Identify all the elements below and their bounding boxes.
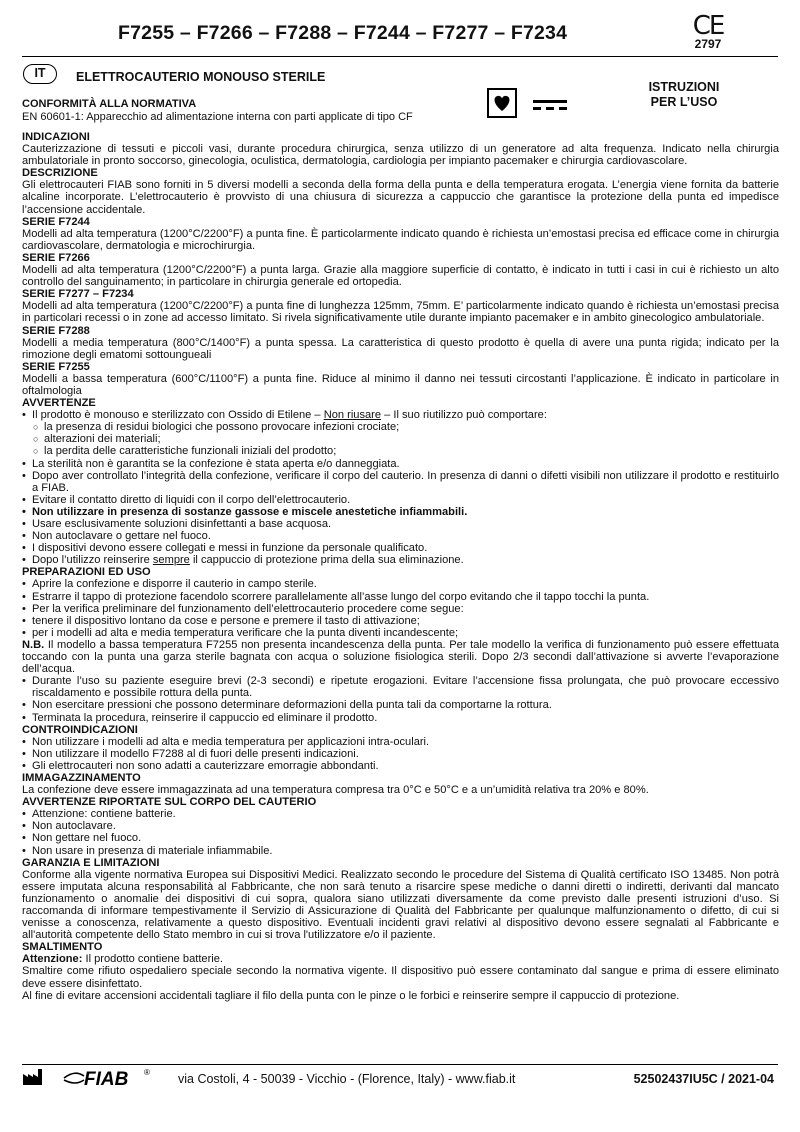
list-item: • Estrarre il tappo di protezione facendolo scorrere parallelamente all’asse lungo del corpo evitando che il tappo tocchi la punta. <box>22 591 779 603</box>
manufacturer-address: via Costoli, 4 - 50039 - Vicchio - (Florence, Italy) - www.fiab.it <box>178 1072 516 1086</box>
f7244-text: Modelli ad alta temperatura (1200°C/2200°F) a punta fine. È particolarmente indicato quando è richiesta un’emostasi precisa ed efficace come in chirurgia cardiovascolare, dermatologia e microchirurgia. <box>22 227 779 252</box>
list-item: • per i modelli ad alta e media temperatura verificare che la punta diventi incandescente; <box>22 627 779 639</box>
logo-text: FIAB <box>84 1069 129 1090</box>
list-item: • La sterilità non è garantita se la confezione è stata aperta e/o danneggiata. <box>22 458 779 470</box>
manufacturer-icon <box>22 1068 44 1086</box>
sempre-text: sempre <box>152 554 190 567</box>
non-riusare-text: Non riusare <box>323 409 382 422</box>
section-title-f7255: SERIE F7255 <box>22 360 90 373</box>
list-item: • Attenzione: contiene batterie. <box>22 808 779 820</box>
descrizione-text: Gli elettrocauteri FIAB sono forniti in 5 diversi modelli a seconda della forma della punta e della temperatura erogata. L’energia viene fornita da batterie alcaline incorporate. L’elettrocauterio è provvisto di una chiusura di sicurezza a cappuccio che garantisce la protezione della punta ed impedisce l’accensione accidentale. <box>22 179 779 216</box>
list-item: • Non usare in presenza di materiale infiammabile. <box>22 845 779 857</box>
document-title: F7255 – F7266 – F7288 – F7244 – F7277 – F7234 <box>118 22 568 44</box>
garanzia-text: Conforme alla vigente normativa Europea sui Dispositivi Medici. Realizzato secondo le procedure del Sistema di Qualità certificato ISO 13485. Non potrà essere imputata alcuna responsabilità al Fabbricante, che non sarà tenuto a risarcire spese mediche o danni diretti o indiretti, derivanti dal mancato funzionamento o anomalie dei dispositivi di cui sopra, qualora siano utilizzati diversamente da come previsto dalle presenti istruzioni d’uso. Si raccomanda di informare tempestivamente il Servizio di Assicurazione di Qualità del Fabbricante per qualunque malfunzionamento o difetto, di cui si venisse a conoscenza, relativamente a questo dispositivo. Eventuali incidenti gravi relativi al dispositivo devono essere segnalati al Fabbricante e all'autorità competente dello Stato membro in cui si trova l'utilizzatore e/o il paziente. <box>22 868 779 942</box>
f7266-text: Modelli ad alta temperatura (1200°C/2200°F) a punta larga. Grazie alla maggiore superficie di contatto, è indicato in tutti i casi in cui è richiesto un alto controllo del sanguinamento; in particolare in chirurgia generale ed ortopedia. <box>22 264 779 289</box>
section-title-immagazzinamento: IMMAGAZZINAMENTO <box>22 771 141 784</box>
indicazioni-text: Cauterizzazione di tessuti e piccoli vasi, durante procedura chirurgica, senza utilizzo di un generatore ad alta frequenza. Indicato nella chirurgia ambulatoriale in pronto soccorso, ginecologia, oculistica, dermatologia, cardiologia per impianto pacemaker e chirurgia cardiovascolare. <box>22 143 779 168</box>
section-title-f7244: SERIE F7244 <box>22 215 90 228</box>
section-title-avvertenze-corpo: AVVERTENZE RIPORTATE SUL CORPO DEL CAUTERIO <box>22 796 317 809</box>
header-rule <box>22 56 778 57</box>
list-item: • Dopo aver controllato l’integrità della confezione, verificare il corpo del cauterio. In presenza di danni o difetti visibili non utilizzare il prodotto e restituirlo a FIAB. <box>22 470 779 494</box>
f7255-text: Modelli a bassa temperatura (600°C/1100°F) a punta fine. Riduce al minimo il danno nei tessuti circostanti l’applicazione. È indicato in particolare in oftalmologia <box>22 372 779 397</box>
nota-bene: N.B. Il modello a bassa temperatura F7255 non presenta incandescenza della punta. Per tale modello la verifica di funzionamento può essere effettuata toccando con la punta una garza sterile bagnata con acqua o soluzione fisiologica sterili. Dopo 2/3 secondi dall’attivazione si avverte l’evaporazione dell’acqua. <box>22 638 779 676</box>
fiab-logo <box>62 1066 182 1090</box>
f7277-text: Modelli ad alta temperatura (1200°C/2200°F) a punta fine di lunghezza 125mm, 75mm. E’ particolarmente indicato quando è richiesta un’emostasi precisa in particolari recessi o in zone ad accesso limitato. Si rivela significativamente utile durante impianto pacemaker e in ambito ginecologico ambulatoriale. <box>22 300 779 325</box>
section-title-f7266: SERIE F7266 <box>22 251 90 264</box>
smaltimento-text: Smaltire come rifiuto ospedaliero speciale secondo la normativa vigente. Il dispositivo può essere contaminato dal sangue e prima di essere eliminato deve essere disinfettato. <box>22 965 779 990</box>
list-item: • Durante l’uso su paziente eseguire brevi (2-3 secondi) e ripetute erogazioni. Evitare l’accensione fissa prolungata, che può provocare eccessivo riscaldamento e possibile rottura della punta. <box>22 675 779 699</box>
document-body <box>22 131 779 1002</box>
list-item: • Dopo l’utilizzo reinserire sempre il cappuccio di protezione prima della sua eliminazione. <box>22 554 779 566</box>
sub-list-item: ○ la perdita delle caratteristiche funzionali iniziali del prodotto; <box>22 445 779 457</box>
list-item: • Non autoclavare. <box>22 820 779 832</box>
direct-current-icon <box>533 98 567 112</box>
section-title-controindicazioni: CONTROINDICAZIONI <box>22 723 138 736</box>
footer-rule <box>22 1064 778 1065</box>
immagazzinamento-text: La confezione deve essere immagazzinata ad una temperatura compresa tra 0°C e 50°C e a un’umidità relativa tra 20% e 80%. <box>22 784 649 797</box>
list-item: • Non utilizzare il modello F7288 al di fuori delle presenti indicazioni. <box>22 748 779 760</box>
section-title-indicazioni: INDICAZIONI <box>22 131 90 143</box>
product-name: ELETTROCAUTERIO MONOUSO STERILE <box>76 70 326 84</box>
section-title-garanzia: GARANZIA E LIMITAZIONI <box>22 856 160 869</box>
f7288-text: Modelli a media temperatura (800°C/1400°F) a punta spessa. La caratteristica di questo prodotto è quella di avere una punta rigida; indicato per la rimozione degli ematomi sottoungueali <box>22 336 779 361</box>
section-title-avvertenze: AVVERTENZE <box>22 397 96 410</box>
section-title-preparazioni: PREPARAZIONI ED USO <box>22 566 151 579</box>
conformity-text: EN 60601-1: Apparecchio ad alimentazione interna con parti applicate di tipo CF <box>22 111 413 123</box>
footer <box>22 1068 778 1092</box>
list-item: • tenere il dispositivo lontano da cose e persone e premere il tasto di attivazione; <box>22 615 779 627</box>
conformity-title: CONFORMITÀ ALLA NORMATIVA <box>22 98 197 110</box>
list-item: • Gli elettrocauteri non sono adatti a cauterizzare emorragie abbondanti. <box>22 760 779 772</box>
list-item: • I dispositivi devono essere collegati e messi in funzione da personale qualificato. <box>22 542 779 554</box>
list-item: • Non gettare nel fuoco. <box>22 832 779 844</box>
document-code: 52502437IU5C / 2021-04 <box>633 1072 774 1086</box>
ce-mark <box>686 11 730 51</box>
ce-icon: CE <box>692 11 724 41</box>
list-item: • Il prodotto è monouso e sterilizzato con Ossido di Etilene – Non riusare – Il suo riutilizzo può comportare: <box>22 409 779 421</box>
list-item: • Non utilizzare i modelli ad alta e media temperatura per applicazioni intra-oculari. <box>22 736 779 748</box>
list-item: • Aprire la confezione e disporre il cauterio in campo sterile. <box>22 578 779 590</box>
section-title-descrizione: DESCRIZIONE <box>22 167 98 180</box>
instructions-for-use-title: ISTRUZIONI PER L’USO <box>648 80 720 109</box>
list-item: • Non autoclavare o gettare nel fuoco. <box>22 530 779 542</box>
sub-list-item: ○ la presenza di residui biologici che possono provocare infezioni crociate; <box>22 421 779 433</box>
registered-mark: ® <box>144 1068 150 1077</box>
sub-list-item: ○ alterazioni dei materiali; <box>22 433 779 445</box>
list-item: • Evitare il contatto diretto di liquidi con il corpo dell’elettrocauterio. <box>22 494 779 506</box>
section-title-f7288: SERIE F7288 <box>22 324 90 337</box>
section-title-f7277: SERIE F7277 – F7234 <box>22 288 134 301</box>
list-item: • Usare esclusivamente soluzioni disinfettanti a base acquosa. <box>22 518 779 530</box>
smaltimento-warning: Attenzione: Il prodotto contiene batterie. <box>22 953 224 966</box>
list-item: • Per la verifica preliminare del funzionamento dell’elettrocauterio procedere come segue: <box>22 603 779 615</box>
list-item: • Terminata la procedura, reinserire il cappuccio ed eliminare il prodotto. <box>22 712 779 724</box>
type-cf-applied-part-icon <box>487 88 517 118</box>
list-item: • Non utilizzare in presenza di sostanze gassose e miscele anestetiche infiammabili. <box>22 506 779 518</box>
notified-body-number: 2797 <box>694 37 722 51</box>
section-title-smaltimento: SMALTIMENTO <box>22 941 103 954</box>
list-item: • Non esercitare pressioni che possono determinare deformazioni della punta tali da comportarne la rottura. <box>22 699 779 711</box>
language-badge: IT <box>23 64 57 84</box>
smaltimento-text-2: Al fine di evitare accensioni accidentali tagliare il filo della punta con le pinze o le forbici e reinserire sempre il cappuccio di protezione. <box>22 989 680 1002</box>
